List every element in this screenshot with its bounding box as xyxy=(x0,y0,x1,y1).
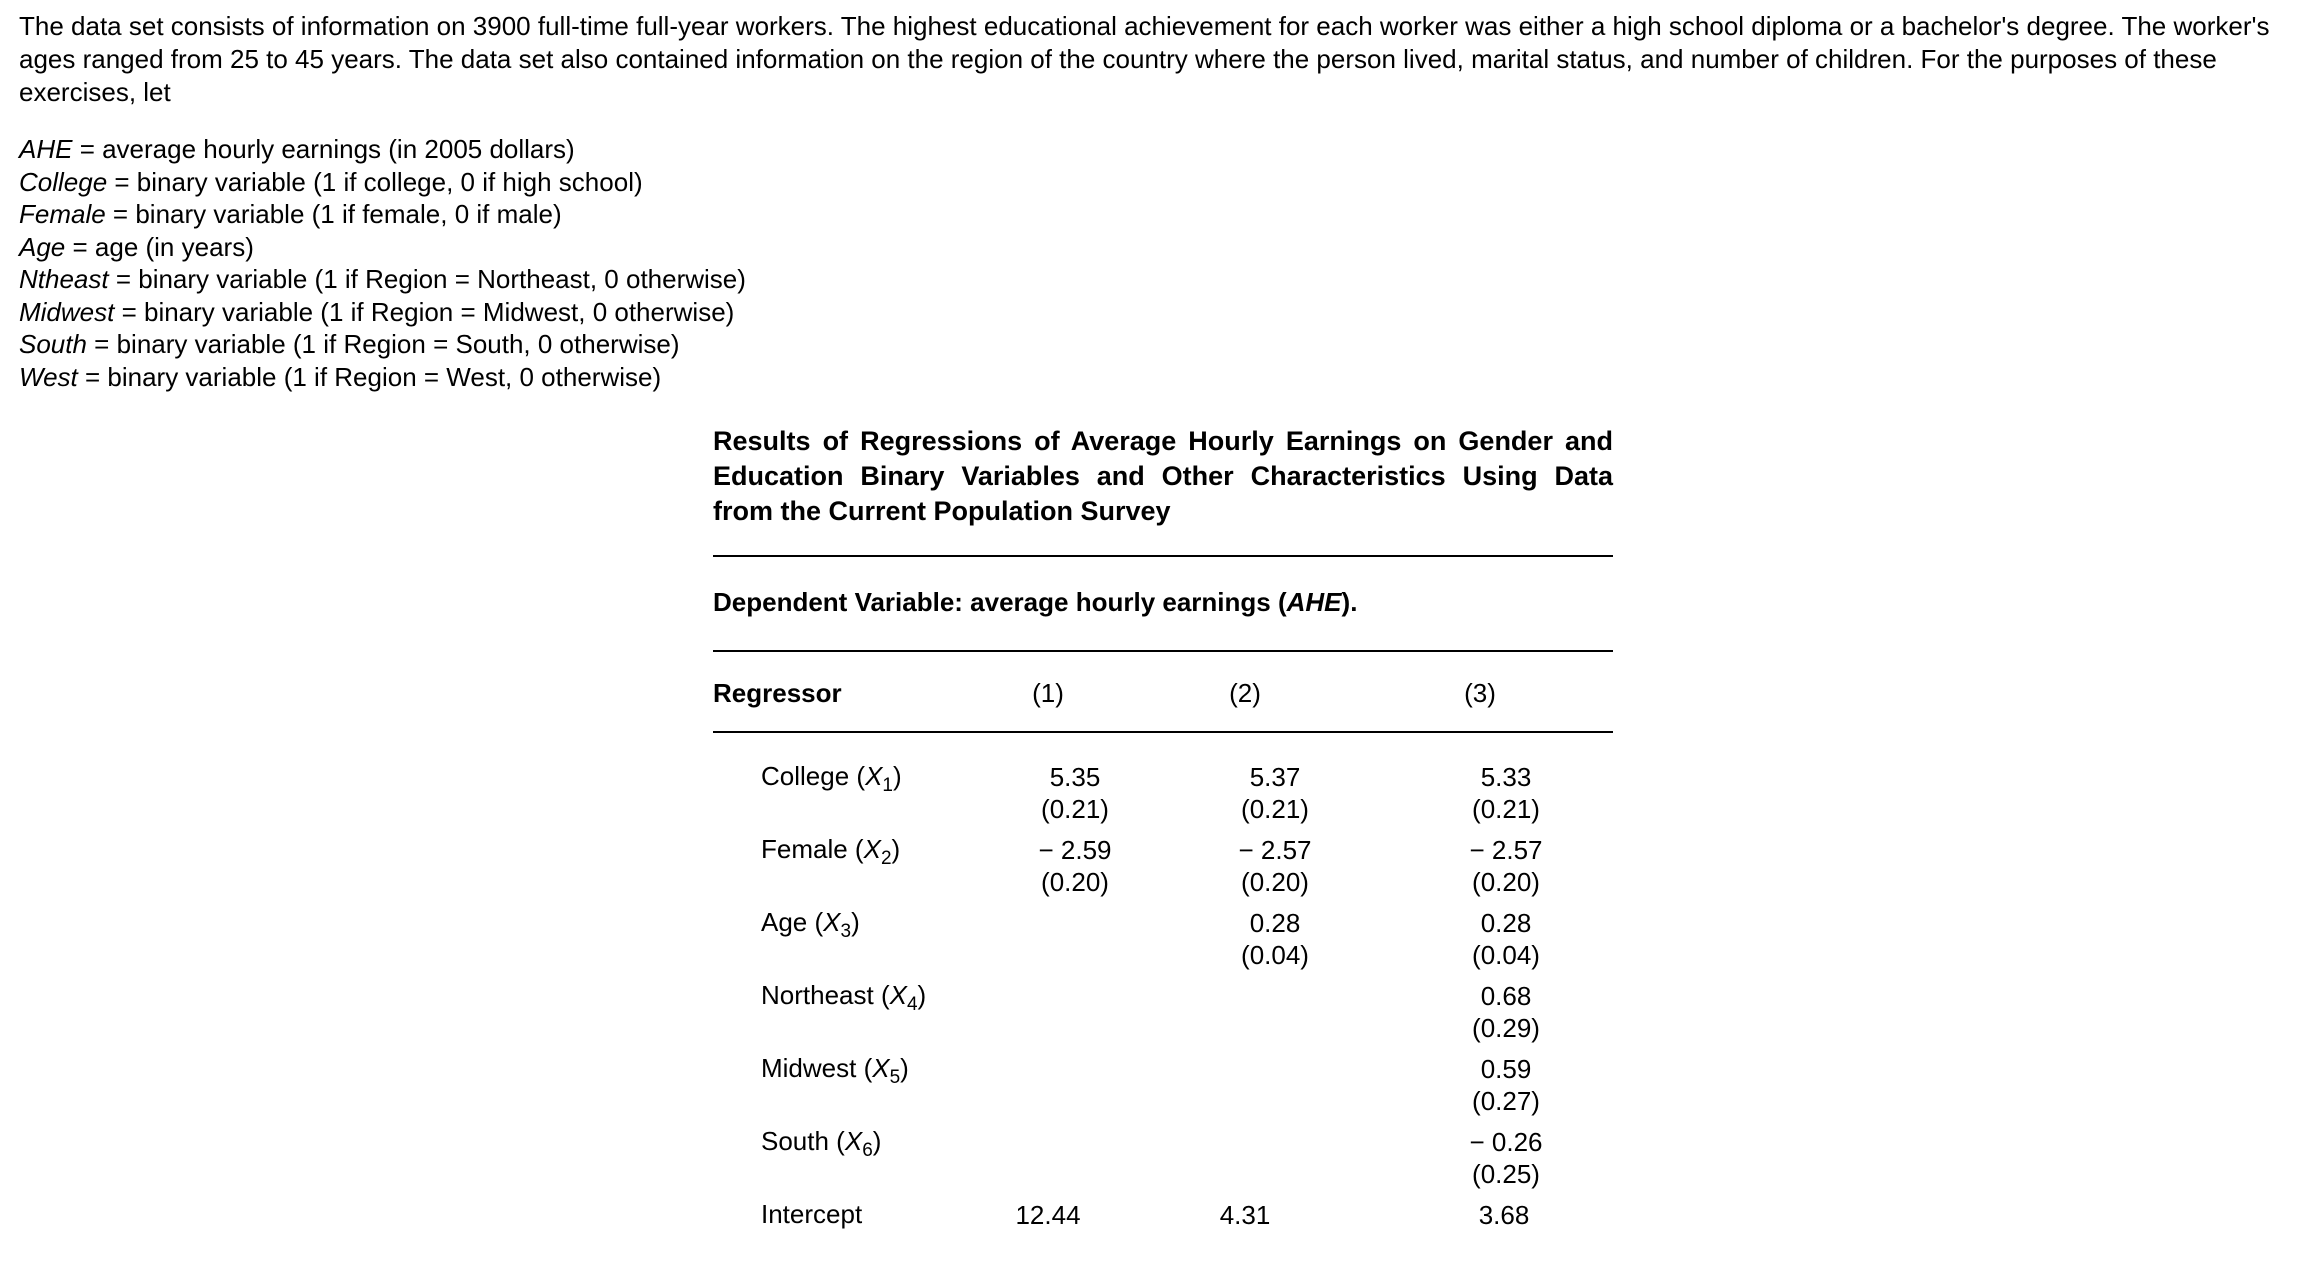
table-body xyxy=(713,757,1613,1268)
definition-var: Ntheast xyxy=(19,264,109,294)
row-x: X xyxy=(865,761,883,791)
row-name: South xyxy=(761,1126,829,1156)
definition-ahe xyxy=(19,133,746,166)
row-name: Midwest xyxy=(761,1053,857,1083)
coef: 4.31 xyxy=(1219,1200,1271,1230)
dependent-suffix: ). xyxy=(1341,587,1358,617)
dependent-var: AHE xyxy=(1286,587,1342,617)
row-name: Intercept xyxy=(761,1199,863,1229)
coef: 0.28 xyxy=(1480,908,1532,938)
definition-college xyxy=(19,166,746,199)
row-x: X xyxy=(872,1053,890,1083)
se: (0.25) xyxy=(1472,1159,1540,1189)
definition-var: AHE xyxy=(19,134,73,164)
row-x: X xyxy=(889,980,907,1010)
row-name: Northeast xyxy=(761,980,874,1010)
definition-desc: = average hourly earnings (in 2005 dollars) xyxy=(72,134,575,164)
table-row xyxy=(713,830,1613,903)
regression-table xyxy=(713,424,1613,1230)
definition-midwest xyxy=(19,296,746,329)
se: (0.04) xyxy=(1241,940,1309,970)
row-label: Midwest $(X_5)$ xyxy=(761,1053,909,1088)
table-row xyxy=(713,757,1613,830)
row-x: X xyxy=(823,907,841,937)
row-x: X xyxy=(844,1126,863,1156)
table-row xyxy=(713,1195,1613,1268)
row-sub: 5 xyxy=(889,1067,901,1088)
definition-var: Age xyxy=(19,231,66,262)
row-label: South $(X_6)$ xyxy=(761,1126,882,1161)
coef: 5.37 xyxy=(1249,762,1301,792)
table-title: Results of Regressions of Average Hourly Earnings on Gender and Education Binary Variables and Other Characteristics Using Data from the Current Population Survey xyxy=(713,426,1613,526)
se: (0.20) xyxy=(1241,867,1309,897)
row-label xyxy=(761,1199,862,1230)
definition-desc: = binary variable (1 if Region = South, 0 otherwise) xyxy=(86,329,680,359)
definition-desc: = binary variable (1 if college, 0 if high school) xyxy=(107,166,643,197)
row-sub: 3 xyxy=(840,921,852,942)
coef: − 2.57 xyxy=(1469,835,1543,865)
coef: 0.28 xyxy=(1249,908,1301,938)
row-sub: 2 xyxy=(880,848,892,869)
coef: − 2.57 xyxy=(1238,835,1312,865)
definition-ntheast xyxy=(19,263,746,296)
se: (0.20) xyxy=(1472,867,1540,897)
table-rule-header-top xyxy=(713,650,1613,652)
dependent-prefix: Dependent Variable: average hourly earnings ( xyxy=(713,587,1287,617)
coef: 12.44 xyxy=(1015,1200,1081,1230)
row-x: X xyxy=(863,834,881,864)
row-label: Northeast $(X_4)$ xyxy=(761,980,927,1015)
row-label: College $(X_1)$ xyxy=(761,761,902,796)
se: (0.21) xyxy=(1241,794,1309,824)
row-sub: 4 xyxy=(906,994,918,1015)
definition-female xyxy=(19,198,746,231)
row-sub: 6 xyxy=(862,1140,873,1161)
variable-definitions xyxy=(19,133,746,393)
definition-desc: = binary variable (1 if Region = Northeast, 0 otherwise) xyxy=(108,264,746,294)
definition-south xyxy=(19,328,746,361)
se: (0.27) xyxy=(1472,1086,1540,1116)
coef: 5.35 xyxy=(1049,762,1101,792)
row-label: Female $(X_2)$ xyxy=(761,834,901,869)
definition-age xyxy=(19,231,746,264)
definition-var: Midwest xyxy=(19,296,115,327)
coef: 0.59 xyxy=(1480,1054,1532,1084)
definition-var: Female xyxy=(19,199,106,229)
definition-west xyxy=(19,361,746,394)
row-name: Female xyxy=(761,834,848,864)
table-rule-top xyxy=(713,555,1613,557)
dependent-variable xyxy=(713,587,1357,618)
se: (0.04) xyxy=(1472,940,1540,970)
row-name: Age xyxy=(761,907,808,937)
definition-desc: = age (in years) xyxy=(65,231,254,262)
definition-var: College xyxy=(19,166,108,197)
se: (0.20) xyxy=(1041,867,1109,897)
row-name: College xyxy=(761,761,850,791)
row-label: Age $(X_3)$ xyxy=(761,907,860,942)
coef: 5.33 xyxy=(1480,762,1532,792)
table-row xyxy=(713,903,1613,976)
definition-desc: = binary variable (1 if Region = West, 0 otherwise) xyxy=(77,361,662,392)
definition-desc: = binary variable (1 if female, 0 if male) xyxy=(105,199,562,229)
table-row xyxy=(713,1049,1613,1122)
coef: − 0.26 xyxy=(1469,1127,1543,1157)
se: (0.29) xyxy=(1472,1013,1540,1043)
regressor-header: Regressor xyxy=(713,678,842,708)
definition-var: South xyxy=(19,329,87,359)
definition-desc: = binary variable (1 if Region = Midwest, 0 otherwise) xyxy=(114,296,735,327)
definition-var: West xyxy=(19,361,78,392)
intro-paragraph: The data set consists of information on 3900 full-time full-year workers. The highest educational achievement for each worker was either a high school diploma or a bachelor's degree. The worker's ages ranged from 25 to 45 years. The data set also contained information on the region of the country where the person lived, marital status, and number of children. For the purposes of these exercises, let xyxy=(19,11,2270,107)
coef: 3.68 xyxy=(1478,1200,1530,1230)
column-header-label: (3) xyxy=(1464,678,1496,708)
se: (0.21) xyxy=(1041,794,1109,824)
coef: − 2.59 xyxy=(1038,835,1112,865)
table-row xyxy=(713,976,1613,1049)
table-rule-header-bottom xyxy=(713,731,1613,733)
coef: 0.68 xyxy=(1480,981,1532,1011)
column-header-label: (2) xyxy=(1229,678,1261,708)
se: (0.21) xyxy=(1472,794,1540,824)
row-sub: 1 xyxy=(882,775,893,796)
column-header-label: (1) xyxy=(1032,678,1064,708)
table-row xyxy=(713,1122,1613,1195)
